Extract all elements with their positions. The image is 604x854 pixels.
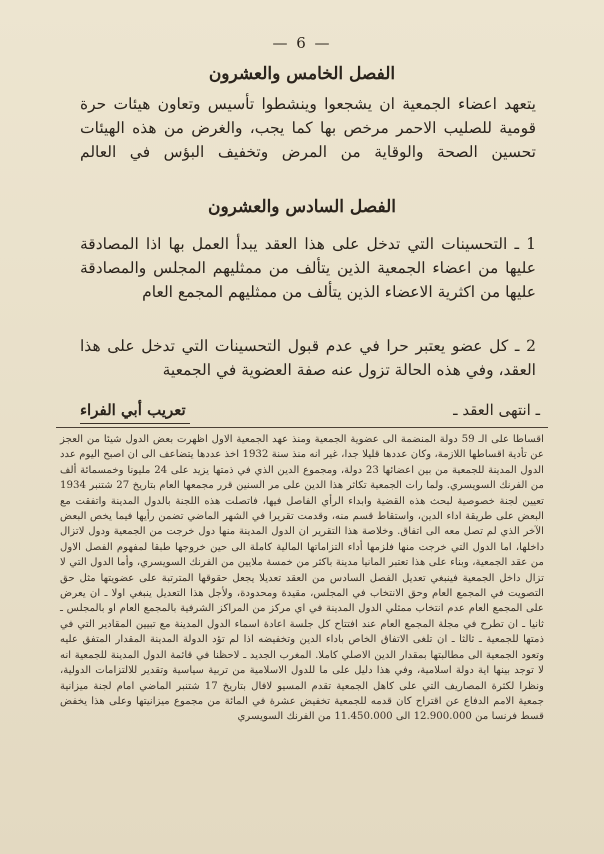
section-25-heading: الفصل الخامس والعشرون xyxy=(208,64,396,84)
section-26-item-1: 1 ـ التحسينات التي تدخل على هذا العقد يبدأ العمل بها اذا المصادقة عليها من اعضاء الجمعية الذين يتألف من ممثليهم المجلس والمصادقة عليها من اكثرية الاعضاء الذين يتألف من ممثليهم المجمع العام xyxy=(80,235,536,301)
signature-line xyxy=(60,401,540,425)
footnote-separator xyxy=(56,427,548,428)
section-26-item-2: 2 ـ كل عضو يعتبر حرا في عدم قبول التحسينات التي تدخل على هذا العقد، وفي هذه الحالة تزول عنه صفة العضوية في الجمعية xyxy=(80,337,536,379)
section-25-paragraph: يتعهد اعضاء الجمعية ان يشجعوا وينشطوا تأسيس وتعاون هيئات حرة قومية للصليب الاحمر مرخص بها كما يجب، والغرض من هذه الهيئات تحسين الصحة والوقاية من المرض وتخفيف البؤس في العالم xyxy=(80,95,536,161)
footnote-text: اقساطا على الـ 59 دولة المنضمة الى عضوية الجمعية ومنذ عهد الجمعية الاول اظهرت بعض الدول شيئا من العجز عن تأدية اقساطها اللازمة، وكان عددها قليلا جدا، غير انه منذ سنة 1932 اخذ عددها يتضاعف الى ان اصبح اليوم عدد الدول المدينة للجمعية من بين اعضائها 23 دولة، ومجموع الدين الذي في ذمتها يزيد على 24 مليونا وخمسمائة ألف من الفرنك السويسري. ولما رات الجمعية تكاثر هذا الدين على مر السنين قرر مجمعها العام بتاريخ 27 شتنبر 1934 تعيين لجنة خصوصية لبحث هذه القضية وابداء الرأي الفاصل فيها، فاتصلت هذه اللجنة بالدول المدينة واتفقت مع البعض على طريقة اداء الدين، واستقاط قسم منه، وقدمت تقريرا في الشهر الماضي تضمن رأيها فيما يخص البعض الآخر الذي لم تصل معه الى اتفاق. وخلاصة هذا التقرير ان الدول المدينة منها دول خرجت من الجمعية ودول لاتزال داخلها، اما الدول التي خرجت منها فلزمها أداء التزاماتها المالية كاملة الى حين خروجها طبقا لمفهوم الفصل الاول من عقد الجمعية، وبناء على هذا تعتبر المانيا مدينة باكثر من خمسة ملايين من الفرنك السويسري، وأما الدول التي لا تزال داخل الجمعية فينبغي تعديل الفصل السادس من العقد تعديلا يجعل حقوقها المترتبة على عضويتها مثل حق التصويت في المجمع العام وحق الانتخاب في المجلس، مقيدة ومحدودة، ولأجل هذا التعديل ينبغي اولا ـ ان يعرض على المجمع العام عدم انتخاب ممثلي الدول المدينة في اي مركز من المراكز الشرفية بالمجمع العام او بالمجلس ـ ثانيا ـ ان تطرح في مجلة المجمع العام عند افتتاح كل جلسة اعادة اسماء الدول المدينة مع تبيين المقادير التي في ذمتها للجمعية ـ ثالثا ـ ان تلغى الاتفاق الخاص باداء الدين وتخفيضه اذا لم تؤد الدولة المدينة المقدار المتفق عليه وتعود الجمعية الى مطالبتها بمقدار الدين الاصلي كاملا. المغرب الجديد ـ لاحظنا في قائمة الدول المدينة للجمعية انه لا توجد بينها اية دولة اسلامية، وفي هذا دليل على ما للدول الاسلامية من تربية سياسية وتقدير للالتزامات الدولية، ونظرا لكثرة المصاريف التي على كاهل الجمعية تقدم المسيو لافال بتاريخ 17 شتنبر الماضي امام لجنة ميزانية جمعية الامم الدفاع عن اقتراح كان قدمه للجمعية تخفيض عشرة في المائة من مجموع ميزانيتها وعلى هذا يخفض قسط فرنسا من 12.900.000 الى 11.450.000 من الفرنك السويسري xyxy=(60,434,545,723)
end-of-agreement: ـ انتهى العقد ـ xyxy=(453,401,540,419)
page-number: — 6 — xyxy=(272,34,332,52)
translator-credit: تعريب أبي الفراء xyxy=(80,401,186,419)
section-26-heading: الفصل السادس والعشرون xyxy=(207,197,397,217)
translator-underline xyxy=(80,423,190,424)
